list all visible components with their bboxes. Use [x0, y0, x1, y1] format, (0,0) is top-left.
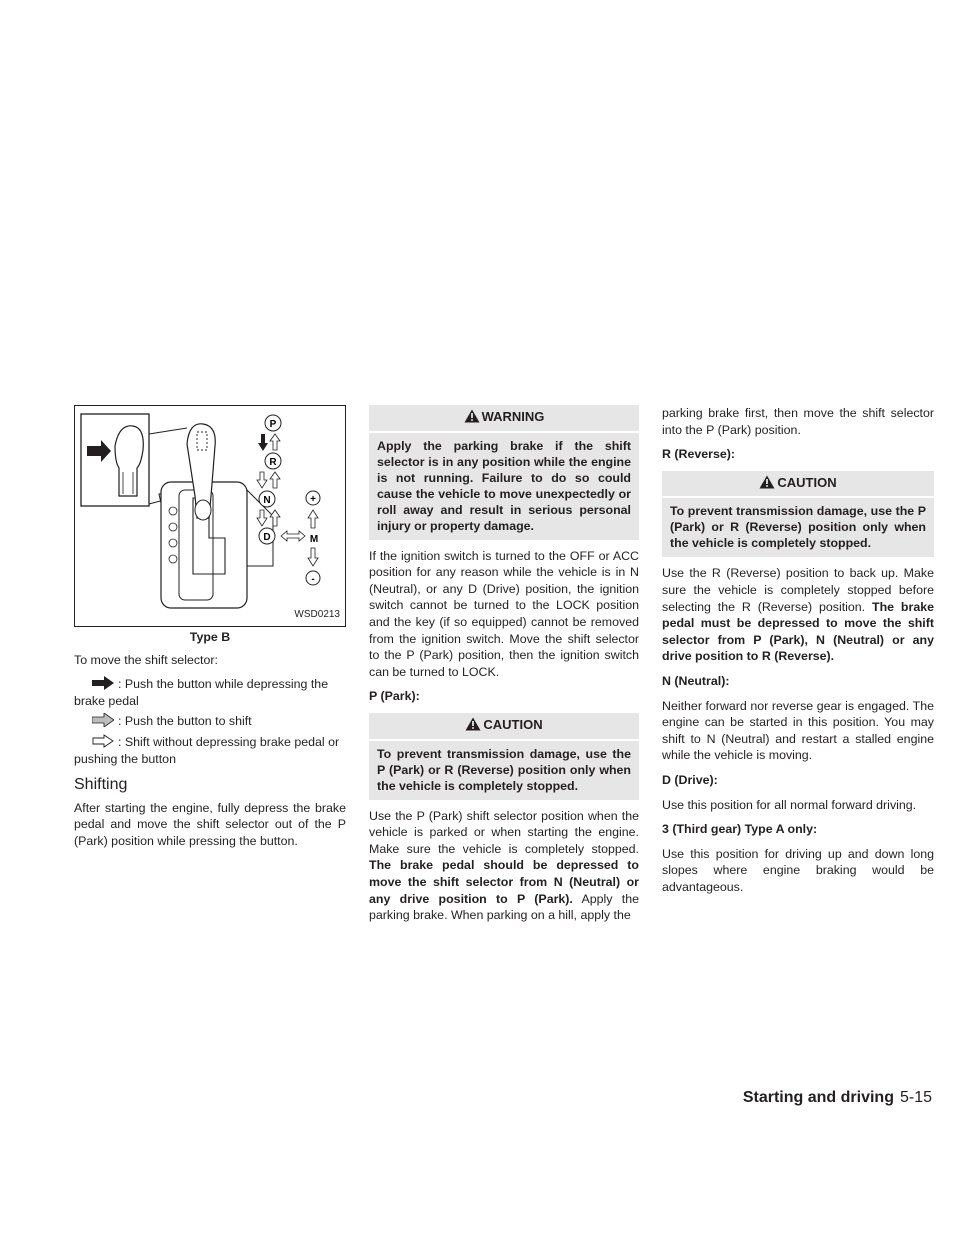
outline-arrow-icon [92, 734, 114, 753]
intro-text: To move the shift selector: [74, 652, 218, 667]
column-1 [74, 405, 346, 858]
section-title-shifting: Shifting [74, 776, 128, 794]
warning-body: Apply the parking brake if the shift selector is in any position while the engine is not running. Failure to do so could cause the vehicle to move unexpectedly or roll away and result in serious personal injury or property damage. [377, 438, 631, 533]
gear-label-p: P [269, 419, 277, 430]
warning-title-text: WARNING [481, 409, 545, 424]
park-text-bold: The brake pedal should be depressed to move the shift selector from N (Neutral) or any drive position to P (Park). [369, 858, 639, 906]
shift-diagram-illustration [75, 406, 345, 626]
park-paragraph [369, 808, 639, 924]
page-footer [743, 1089, 932, 1107]
page-number: 5-15 [899, 1089, 932, 1106]
warning-triangle-icon [464, 409, 480, 428]
legend-text-2: : Push the button to shift [118, 714, 252, 729]
caution-body-park: To prevent transmission damage, use the P (Park) or R (Reverse) position only when the vehicle is completely stopped. [377, 746, 631, 793]
gear-label-d: D [263, 532, 271, 543]
reverse-text-bold: The brake pedal must be depressed to move the shift selector from P (Park), N (Neutral) or any drive position to R (Reverse). [662, 599, 935, 664]
warning-box [369, 405, 639, 540]
warning-title [369, 405, 639, 433]
park-continued-text: parking brake first, then move the shift selector into the P (Park) position. [662, 406, 934, 437]
manual-minus-label: - [311, 574, 315, 585]
legend-row-1 [74, 676, 346, 709]
caution-title-reverse [662, 471, 934, 499]
legend-text-3: : Shift without depressing brake pedal or pushing the button [74, 734, 340, 766]
neutral-heading: N (Neutral): [662, 673, 730, 688]
figure-caption: Type B [189, 630, 231, 644]
gear-label-n: N [263, 495, 271, 506]
caution-triangle-icon [759, 475, 775, 494]
hatched-arrow-icon [92, 713, 114, 732]
ignition-paragraph: If the ignition switch is turned to the OFF or ACC position for any reason while the vehicle is in N (Neutral), or any D (Drive) position, the ignition switch cannot be turned to the LOCK position and the key (if so equipped) cannot be removed from the ignition switch. Move the shift selector to the P (Park) position, then the ignition switch can be turned to LOCK. [369, 548, 639, 679]
caution-title-text: CAUTION [777, 474, 837, 490]
drive-text: Use this position for all normal forward driving. [662, 797, 917, 812]
shifting-text: After starting the engine, fully depress the brake pedal and move the shift selector out of the P (Park) position while pressing the button. [74, 800, 346, 848]
caution-box-reverse [662, 471, 934, 558]
neutral-text: Neither forward nor reverse gear is engaged. The engine can be started in this position. You may shift to N (Neutral) and restart a stalled engine while the vehicle is moving. [662, 698, 934, 763]
park-heading: P (Park): [369, 689, 420, 704]
caution-box-park [369, 713, 639, 800]
drive-heading: D (Drive): [662, 772, 718, 787]
third-gear-text: Use this position for driving up and down long slopes where engine braking would be advantageous. [662, 846, 934, 894]
reverse-text: Use the R (Reverse) position to back up. Make sure the vehicle is completely stopped before selecting the R (Reverse) position. [662, 566, 934, 614]
shift-selector-figure [74, 405, 346, 627]
caution-title-text: CAUTION [483, 716, 543, 732]
solid-arrow-icon [92, 676, 114, 695]
legend-row-2 [74, 713, 346, 730]
legend-text-1: : Push the button while depressing the brake pedal [74, 677, 329, 708]
column-2 [369, 405, 639, 932]
park-text-end: Apply the parking brake. When parking on a hill, apply the [369, 891, 639, 923]
caution-body-reverse: To prevent transmission damage, use the P (Park) or R (Reverse) position only when the vehicle is completely stopped. [670, 504, 926, 551]
reverse-heading: R (Reverse): [662, 447, 735, 462]
gear-label-r: R [269, 457, 277, 468]
manual-plus-label: + [310, 494, 316, 505]
park-text-start: Use the P (Park) shift selector position when the vehicle is parked or when starting the engine. Make sure the vehicle is completely stopped. [369, 808, 639, 856]
legend-row-3 [74, 734, 346, 767]
figure-id: WSD0213 [294, 609, 340, 621]
manual-mode-label: M [309, 534, 319, 545]
caution-triangle-icon [465, 717, 481, 736]
third-gear-heading: 3 (Third gear) Type A only: [662, 822, 818, 837]
footer-section-title: Starting and driving [742, 1089, 894, 1106]
column-3 [662, 405, 934, 903]
caution-title-park [369, 713, 639, 741]
reverse-paragraph [662, 565, 934, 665]
